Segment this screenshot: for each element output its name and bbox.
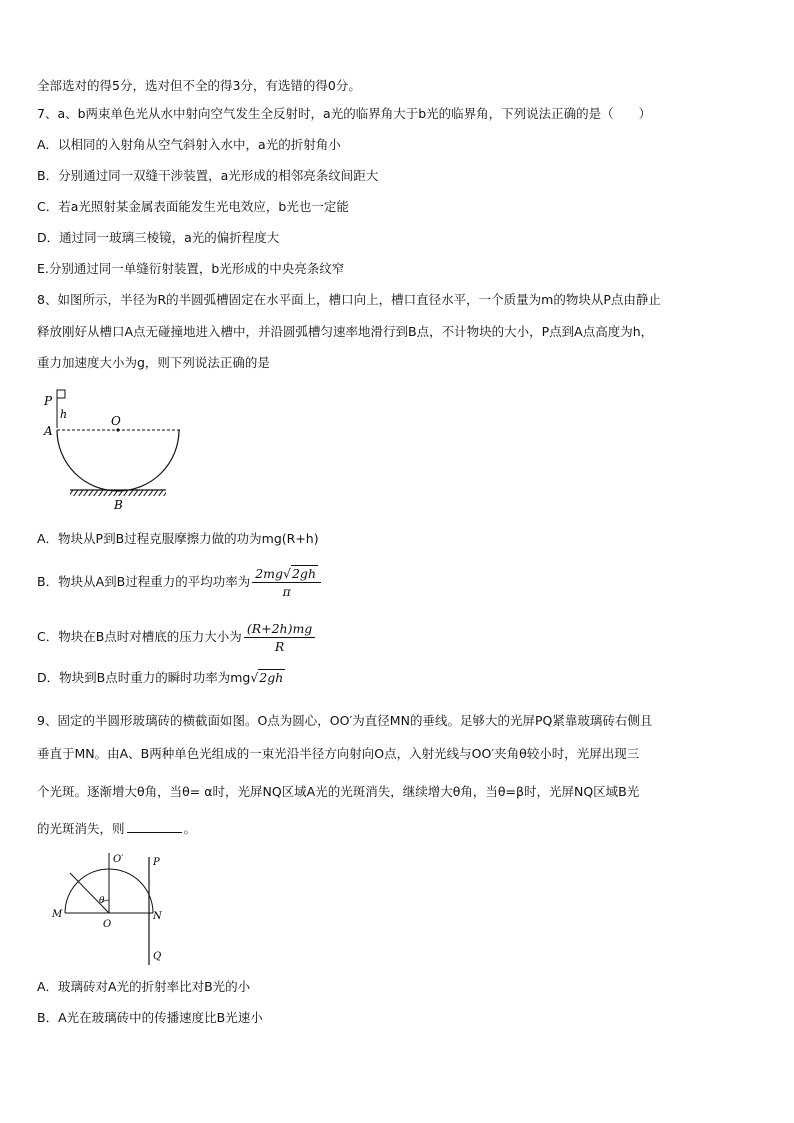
- q9-stem-line4-post: 。: [183, 821, 197, 836]
- q9-stem-line2: 垂直于MN。由A、B两种单色光组成的一束光沿半径方向射向O点，入射光线与OO′夹角θ较小时，光屏出现三: [37, 746, 640, 761]
- q7-stem: 7、a、b两束单色光从水中射向空气发生全反射时，a光的临界角大于b光的临界角，下列说法正确的是（ ）: [37, 106, 652, 121]
- q7-option-d: D．通过同一玻璃三棱镜，a光的偏折程度大: [37, 230, 280, 245]
- q9-label-o: O: [103, 919, 112, 930]
- p-block-icon: [57, 390, 65, 398]
- q8-stem-line2: 释放刚好从槽口A点无碰撞地进入槽中，并沿圆弧槽匀速率地滑行到B点，不计物块的大小，P点到A点高度为h，: [37, 324, 654, 339]
- q9-stem-line4-pre: 的光斑消失，则: [37, 821, 125, 836]
- q9-option-b: B．A光在玻璃砖中的传播速度比B光速小: [37, 1010, 263, 1025]
- q9-stem-line4: [37, 820, 196, 837]
- q9-label-q: Q: [153, 951, 162, 962]
- q9-label-n: N: [153, 911, 162, 922]
- q7-option-c: C．若a光照射某金属表面能发生光电效应，b光也一定能: [37, 199, 349, 214]
- scoring-intro: 全部选对的得5分，选对但不全的得3分，有选错的得0分。: [37, 78, 361, 93]
- q9-label-theta: θ: [99, 896, 105, 906]
- q8-label-b: B: [114, 498, 123, 512]
- q8-stem-line1: 8、如图所示，半径为R的半圆弧槽固定在水平面上，槽口向上，槽口直径水平，一个质量为m的物块从P点由静止: [37, 292, 661, 307]
- q8-label-a: A: [44, 424, 53, 438]
- q8-label-o: O: [111, 414, 121, 428]
- q7-option-e: E.分别通过同一单缝衍射装置，b光形成的中央亮条纹窄: [37, 261, 345, 276]
- semicircle-groove: [57, 430, 179, 491]
- q9-label-p: P: [153, 857, 160, 868]
- q9-stem-line1: 9、固定的半圆形玻璃砖的横截面如图。O点为圆心，OO′为直径MN的垂线。足够大的光屏PQ紧靠玻璃砖右侧且: [37, 713, 653, 728]
- q8-option-d-radicand: 2gh: [259, 670, 284, 685]
- q7-option-a: A．以相同的入射角从空气斜射入水中，a光的折射角小: [37, 137, 341, 152]
- q8-label-h: h: [60, 408, 68, 421]
- q9-stem-line3: 个光斑。逐渐增大θ角，当θ= α时，光屏NQ区域A光的光斑消失，继续增大θ角，当θ=β时，光屏NQ区域B光: [37, 784, 640, 799]
- q8-option-c-denominator: R: [274, 639, 285, 654]
- incident-ray: [70, 873, 109, 913]
- q8-stem-line3: 重力加速度大小为g，则下列说法正确的是: [37, 355, 270, 370]
- q8-label-p: P: [44, 394, 53, 408]
- q8-semicircle-diagram: [38, 385, 198, 515]
- q8-option-b-numerator: 2mg: [255, 566, 284, 581]
- q8-option-c: [37, 619, 315, 655]
- q8-option-a: A．物块从P到B过程克服摩擦力做的功为mg(R+h): [37, 531, 319, 546]
- q8-option-d-text: D．物块到B点时重力的瞬时功率为mg: [37, 670, 251, 685]
- q8-option-b: [37, 564, 321, 600]
- q8-option-d: D．物块到B点时重力的瞬时功率为mg√2gh: [37, 670, 284, 685]
- q9-glass-brick-diagram: [45, 845, 175, 970]
- q8-option-c-numerator: (R+2h)mg: [244, 620, 316, 638]
- answer-blank[interactable]: [127, 820, 182, 833]
- q8-option-b-text: B．物块从A到B过程重力的平均功率为: [37, 574, 251, 589]
- q8-option-c-fraction: [244, 620, 316, 655]
- q8-option-b-denominator: π: [282, 584, 291, 599]
- q9-label-o-prime: O′: [113, 854, 124, 865]
- q7-option-b: B．分别通过同一双缝干涉装置，a光形成的相邻亮条纹间距大: [37, 168, 379, 183]
- q9-label-m: M: [52, 909, 63, 920]
- q9-option-a: A．玻璃砖对A光的折射率比对B光的小: [37, 979, 251, 994]
- q8-option-b-radicand: 2gh: [291, 566, 316, 581]
- q8-option-b-fraction: $\frac{2mg√2gh}{\pi}$: [252, 565, 321, 600]
- q8-option-c-text: C．物块在B点时对槽底的压力大小为: [37, 629, 242, 644]
